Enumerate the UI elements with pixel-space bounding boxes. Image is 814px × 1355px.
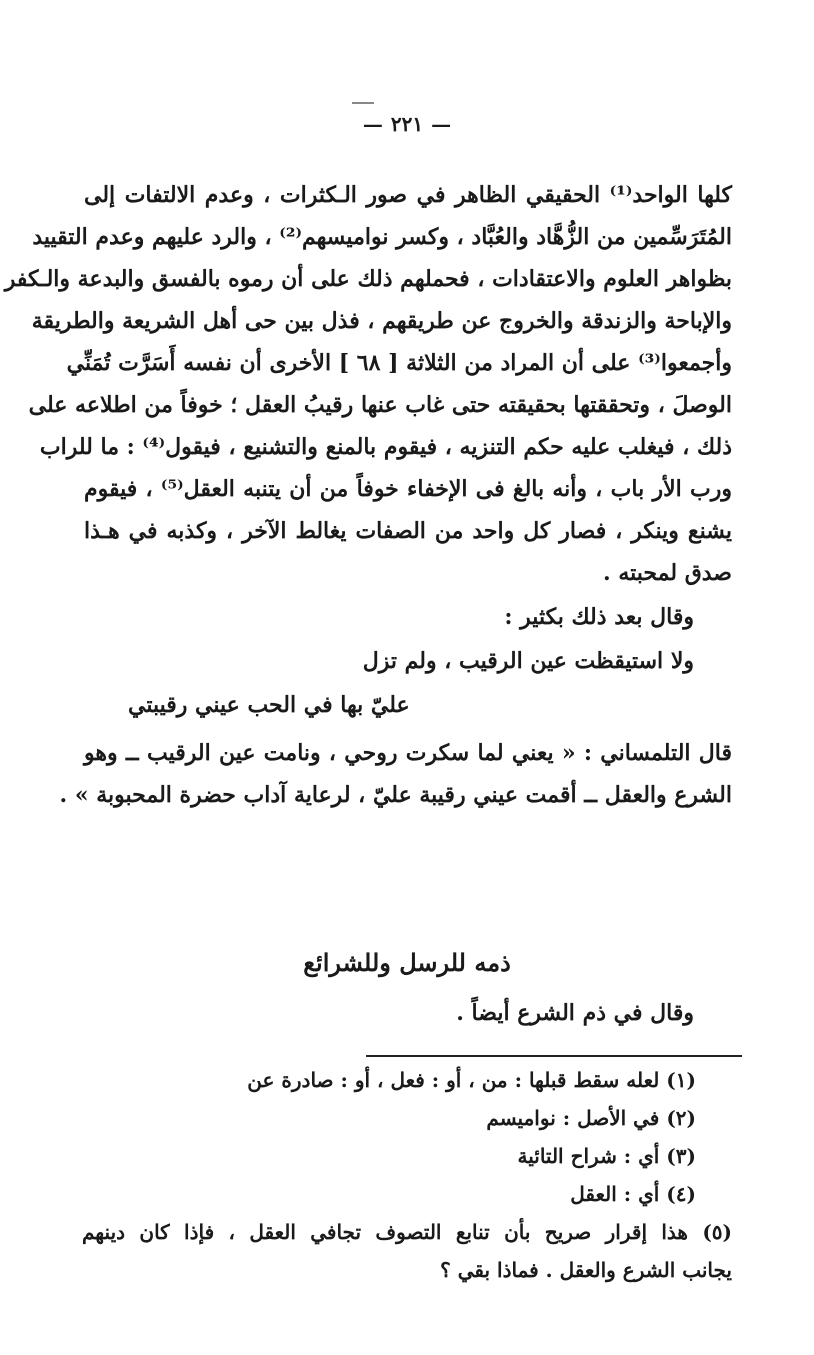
page-number-value: ٢٢١ xyxy=(390,112,424,136)
footnote-3: (٣) أي : شراح التائية xyxy=(517,1144,696,1168)
page-number xyxy=(0,112,814,136)
verse-line-2: عليّ بها في الحب عيني رقيبتي xyxy=(128,692,410,718)
top-mark xyxy=(352,102,374,104)
footnote-2: (٢) في الأصل : نواميسم xyxy=(486,1106,696,1130)
page-number-dash-left: — xyxy=(431,112,452,136)
paragraph-line: ذلك ، فيغلب عليه حكم التنزيه ، فيقوم بالمنع والتشنيع ، فيقول⁽⁴⁾ : ما للراب xyxy=(39,434,732,460)
section-heading: ذمه للرسل وللشرائع xyxy=(303,948,511,977)
paragraph-line: الوصلَ ، وتحققتها بحقيقته حتى غاب عنها رقيبُ العقل ؛ خوفاً من اطلاعه على xyxy=(28,392,732,418)
paragraph-line: بظواهر العلوم والاعتقادات ، فحملهم ذلك على أن رموه بالفسق والبدعة والـكفر xyxy=(4,266,732,292)
paragraph-line: ورب الأر باب ، وأنه بالغ فى الإخفاء خوفاً من أن يتنبه العقل⁽⁵⁾ ، فيقوم xyxy=(84,476,732,502)
paragraph-line: صدق لمحبته . xyxy=(603,560,732,586)
paragraph-line: يشنع وينكر ، فصار كل واحد من الصفات يغالط الآخر ، وكذبه في هـذا xyxy=(84,518,732,544)
commentary-line: الشرع والعقل ــ أقمت عيني رقيبة عليّ ، لرعاية آداب حضرة المحبوبة » . xyxy=(59,782,732,808)
footnote-separator xyxy=(366,1055,742,1057)
paragraph-line: كلها الواحد⁽¹⁾ الحقيقي الظاهر في صور الـكثرات ، وعدم الالتفات إلى xyxy=(84,182,732,208)
page-number-dash-right: — xyxy=(362,112,383,136)
footnote-1: (١) لعله سقط قبلها : من ، أو : فعل ، أو : صادرة عن xyxy=(247,1068,696,1092)
intro-line: وقال بعد ذلك بكثير : xyxy=(504,604,694,630)
commentary-line: قال التلمساني : « يعني لما سكرت روحي ، ونامت عين الرقيب ــ وهو xyxy=(84,740,732,766)
paragraph-line: وأجمعوا⁽³⁾ على أن المراد من الثلاثة [ ٦٨ ] الأخرى أن نفسه أَسَرَّت تُمَنِّي xyxy=(66,350,732,376)
paragraph-line: المُتَرَسِّمين من الزُّهَّاد والعُبَّاد ، وكسر نواميسهم⁽²⁾ ، والرد عليهم وعدم التقييد xyxy=(32,224,732,250)
section-line: وقال في ذم الشرع أيضاً . xyxy=(456,1000,694,1026)
verse-line-1: ولا استيقظت عين الرقيب ، ولم تزل xyxy=(362,648,694,674)
footnote-4: (٤) أي : العقل xyxy=(570,1182,696,1206)
paragraph-line: والإباحة والزندقة والخروج عن طريقهم ، فذل بين حى أهل الشريعة والطريقة xyxy=(31,308,732,334)
footnote-5-continued: يجانب الشرع والعقل . فماذا بقي ؟ xyxy=(440,1258,732,1282)
footnote-5: (٥) هذا إقرار صريح بأن تنابع التصوف تجافي العقل ، فإذا كان دينهم xyxy=(82,1220,732,1244)
